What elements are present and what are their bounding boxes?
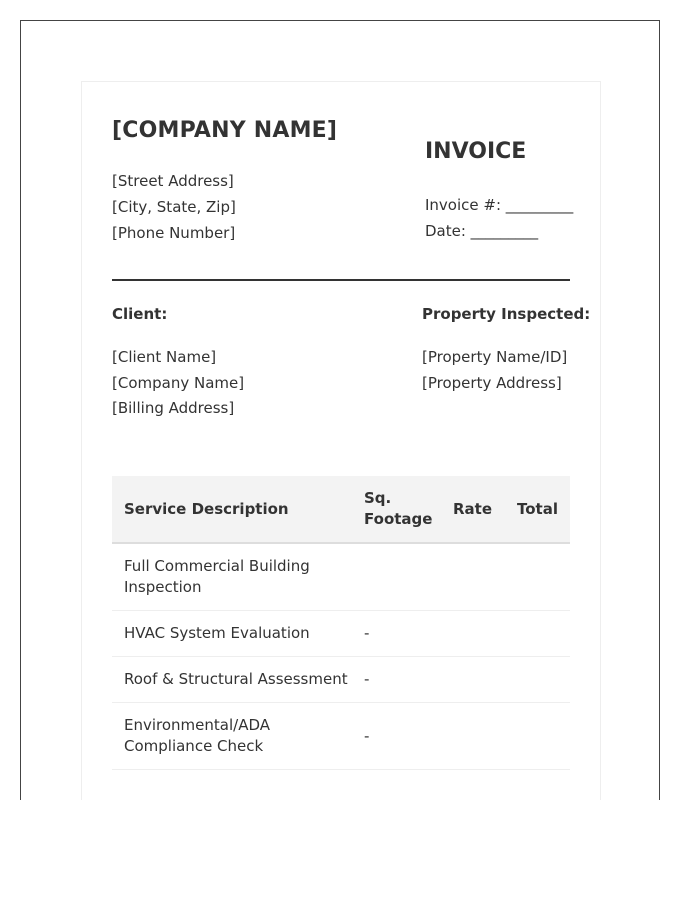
service-total: [492, 703, 570, 770]
service-sq-footage: -: [362, 703, 453, 770]
table-row: [112, 543, 570, 611]
invoice-number: Invoice #: _________: [425, 196, 574, 214]
company-city: [City, State, Zip]: [112, 198, 236, 216]
company-street: [Street Address]: [112, 172, 234, 190]
header-sq-footage: [362, 476, 453, 543]
service-total: [492, 657, 570, 703]
service-total: [492, 543, 570, 611]
client-name: [Client Name]: [112, 348, 217, 366]
property-name: [Property Name/ID]: [422, 348, 568, 366]
service-sq-footage: [362, 543, 453, 611]
service-sq-footage: -: [362, 657, 453, 703]
table-header-row: [112, 476, 570, 543]
service-description: Environmental/ADA Compliance Check: [112, 703, 362, 770]
header-sq-line1: Sq.: [364, 489, 392, 507]
invoice-title: INVOICE: [425, 139, 527, 164]
service-description: Full Commercial Building Inspection: [112, 543, 362, 611]
property-info-block: [422, 345, 567, 396]
table-row: [112, 611, 570, 657]
table-row: [112, 657, 570, 703]
property-address: [Property Address]: [422, 373, 562, 392]
header-sq-line2: Footage: [364, 510, 433, 528]
invoice-meta-block: [425, 192, 573, 244]
table-row: [112, 703, 570, 770]
client-label: Client:: [112, 305, 168, 323]
company-phone: [Phone Number]: [112, 224, 236, 242]
client-company: [Company Name]: [112, 373, 245, 392]
property-label: Property Inspected:: [422, 305, 591, 323]
header-service-description: Service Description: [112, 476, 362, 543]
services-table: [112, 476, 570, 770]
service-rate: [453, 657, 492, 703]
invoice-date: Date: _________: [425, 222, 539, 240]
service-rate: [453, 703, 492, 770]
header-rate: Rate: [453, 476, 492, 543]
service-sq-footage: -: [362, 611, 453, 657]
client-billing: [Billing Address]: [112, 399, 235, 417]
company-address-block: [112, 168, 236, 246]
client-info-block: [112, 345, 244, 422]
header-total: Total: [492, 476, 570, 543]
service-rate: [453, 611, 492, 657]
service-total: [492, 611, 570, 657]
company-name: [COMPANY NAME]: [112, 118, 338, 143]
service-rate: [453, 543, 492, 611]
service-description: Roof & Structural Assessment: [112, 657, 362, 703]
service-description: HVAC System Evaluation: [112, 611, 362, 657]
header-divider: [112, 279, 570, 281]
